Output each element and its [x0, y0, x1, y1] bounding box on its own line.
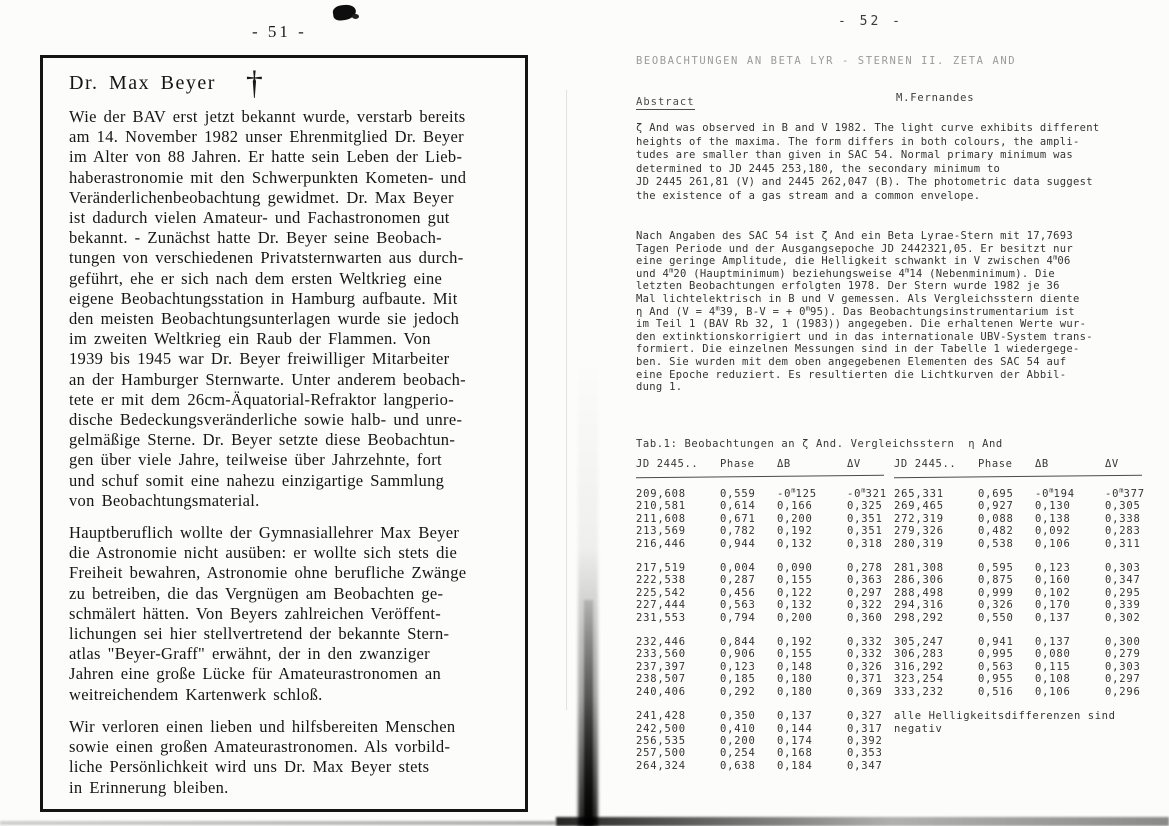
- text-line: zu betreiben, die das Vergnügen am Beobachten ge-: [69, 583, 444, 603]
- text-line: Wir verloren einen lieben und hilfsbereiten Menschen: [69, 716, 456, 736]
- table-cell: 0,392: [847, 734, 883, 747]
- table-block: [894, 562, 1145, 624]
- table-cell: 0,844: [720, 636, 756, 649]
- table-block: [636, 710, 887, 772]
- table-row: [636, 513, 887, 525]
- text-line: atlas "Beyer-Graff" erwähnt, der in den zwanziger: [69, 644, 430, 664]
- obituary-paragraph-3: [69, 717, 501, 798]
- text-line: im Teil 1 (BAV Rb 32, 1 (1983)) angegeben. Die erhaltenen Werte wur-: [636, 318, 1087, 331]
- table-cell: 0,363: [847, 574, 883, 587]
- table-cell: 0,108: [1035, 673, 1071, 686]
- text-line: tudes are smaller than given in SAC 54. Normal primary minimum was: [636, 149, 1074, 162]
- table-cell: -0$^m$321: [847, 486, 887, 500]
- table-cell: 0,287: [720, 574, 756, 587]
- text-line: formiert. Die einzelnen Messungen sind in der Tabelle 1 wiedergege-: [636, 343, 1080, 356]
- table-cell: 0,004: [720, 562, 756, 575]
- magnitude-superscript: m: [905, 266, 910, 275]
- table-cell: 0,875: [978, 574, 1014, 587]
- text-line: η And ($V = 4^m39$, B-V = + $0^m95$). Das Beobachtungsinstrumentarium ist: [636, 304, 1075, 318]
- table-cell: 0,297: [1105, 673, 1141, 686]
- text-line: determined to JD 2445 253,180, the secondary minimum to: [636, 162, 1001, 175]
- table-cell: 0,347: [1105, 574, 1141, 587]
- col-header-db: ΔB: [777, 458, 791, 470]
- abstract-text: [636, 122, 1100, 204]
- table-cell: 0,200: [777, 611, 813, 624]
- obituary-box: [40, 55, 528, 812]
- text-line: eine Epoche reduziert. Es resultierten die Lichtkurven der Abbil-: [636, 368, 1067, 381]
- table-cell: 0,303: [1105, 660, 1141, 673]
- table-row: [636, 488, 887, 500]
- table-cell: 225,542: [636, 586, 686, 599]
- table-row: [894, 636, 1145, 648]
- table-cell: 0,148: [777, 660, 813, 673]
- text-line: 1939 bis 1945 war Dr. Beyer freiwilliger Mitarbeiter: [69, 349, 450, 369]
- table-cell: 0,137: [1035, 636, 1071, 649]
- text-line: und schuf somit eine nahezu einzigartige Sammlung: [69, 470, 445, 490]
- table-cell: 264,324: [636, 759, 686, 772]
- text-line: Freiheit bewahren, Astronomie ohne berufliche Zwänge: [69, 563, 467, 583]
- table-header-right: [894, 458, 1119, 470]
- magnitude-superscript: m: [715, 304, 720, 313]
- text-line: und 4$^m$20 (Hauptminimum) beziehungsweise 4$^m$14 (Nebenminimum). Die: [636, 266, 1055, 280]
- table-row: [636, 636, 887, 648]
- col-header-dv: ΔV: [847, 458, 861, 470]
- table-block: [636, 488, 887, 550]
- text-line: tungen von verschiedenen Privatsternwarten aus durch-: [69, 248, 464, 268]
- table-cell: 0,410: [720, 722, 756, 735]
- table-cell: 0,296: [1105, 685, 1141, 698]
- table-cell: 0,170: [1035, 599, 1071, 612]
- table-row: [894, 661, 1145, 673]
- text-line: dische Bedeckungsveränderliche sowie halb- und unre-: [69, 410, 463, 430]
- table-cell: 281,308: [894, 562, 944, 575]
- table-cell: 0,138: [1035, 512, 1071, 525]
- page-number-51: - 51 -: [252, 22, 307, 41]
- table-cell: 0,092: [1035, 525, 1071, 538]
- table-row: [636, 612, 887, 624]
- table-row: [894, 599, 1145, 611]
- page-edge-line: [566, 90, 567, 710]
- page-number-52: - 52 -: [838, 14, 903, 29]
- table-right-group: [894, 488, 1145, 710]
- table-cell: 0,102: [1035, 586, 1071, 599]
- text-line: liche Persönlichkeit wird uns Dr. Max Beyer stets: [69, 757, 430, 777]
- table-row: [894, 513, 1145, 525]
- magnitude-superscript: m: [1049, 486, 1054, 495]
- table-cell: 0,305: [1105, 500, 1141, 513]
- col-header-db: ΔB: [1035, 458, 1049, 470]
- table-cell: 0,132: [777, 599, 813, 612]
- table-cell: 0,168: [777, 747, 813, 760]
- table-cell: 0,326: [978, 599, 1014, 612]
- magnitude-superscript: m: [805, 304, 810, 313]
- memorial-cross-icon: †: [245, 65, 263, 102]
- table-cell: 210,581: [636, 500, 686, 513]
- table-cell: 0,563: [720, 599, 756, 612]
- col-header-dv: ΔV: [1105, 458, 1119, 470]
- table-block: [636, 562, 887, 624]
- obituary-paragraph-1: [69, 107, 501, 511]
- table-cell: 0,332: [847, 648, 883, 661]
- table-cell: 0,283: [1105, 525, 1141, 538]
- table-cell: 231,553: [636, 611, 686, 624]
- table-cell: 0,132: [777, 537, 813, 550]
- table-cell: 0,326: [847, 660, 883, 673]
- table-cell: 0,347: [847, 759, 883, 772]
- table-cell: 323,254: [894, 673, 944, 686]
- text-line: Nach Angaben des SAC 54 ist ζ And ein Beta Lyrae-Stern mit 17,7693: [636, 230, 1074, 242]
- table-block: [636, 636, 887, 698]
- table-cell: 0,106: [1035, 537, 1071, 550]
- table-cell: 0,482: [978, 525, 1014, 538]
- table-cell: 0,906: [720, 648, 756, 661]
- article-title: BEOBACHTUNGEN AN BETA LYR - STERNEN II. ZETA AND: [636, 55, 1017, 67]
- table-cell: 0,941: [978, 636, 1014, 649]
- table-row: [894, 574, 1145, 586]
- table-cell: 0,311: [1105, 537, 1141, 550]
- table-cell: 0,595: [978, 562, 1014, 575]
- col-header-jd: JD 2445..: [636, 458, 699, 470]
- table-cell: 0,614: [720, 500, 756, 513]
- col-header-jd: JD 2445..: [894, 458, 957, 470]
- text-line: an der Hamburger Sternwarte. Unter anderem beobach-: [69, 369, 466, 389]
- text-line: gelmäßige Sterne. Dr. Beyer setzte diese Beobachtun-: [69, 430, 456, 450]
- table-row: [894, 686, 1145, 698]
- table-cell: 0,317: [847, 722, 883, 735]
- table-cell: 272,319: [894, 512, 944, 525]
- table-cell: 233,560: [636, 648, 686, 661]
- table-cell: 0,995: [978, 648, 1014, 661]
- table-cell: 0,155: [777, 648, 813, 661]
- table-cell: 0,166: [777, 500, 813, 513]
- table-row: [636, 747, 887, 759]
- table-cell: 0,322: [847, 599, 883, 612]
- table-row: [894, 538, 1145, 550]
- col-header-phase: Phase: [978, 458, 1013, 470]
- table-cell: 0,300: [1105, 636, 1141, 649]
- table-cell: 0,130: [1035, 500, 1071, 513]
- text-line: geführt, ehe er sich nach dem ersten Weltkrieg eine: [69, 268, 443, 288]
- table-cell: 0,516: [978, 685, 1014, 698]
- text-line: tete er mit dem 26cm-Äquatorial-Refraktor langperio-: [69, 389, 455, 409]
- table-cell: 280,319: [894, 537, 944, 550]
- table-row: [636, 735, 887, 747]
- table-cell: 232,446: [636, 636, 686, 649]
- table-cell: 0,297: [847, 586, 883, 599]
- table-cell: 305,247: [894, 636, 944, 649]
- header-rule-right: [894, 475, 1142, 479]
- table-cell: 256,535: [636, 734, 686, 747]
- table-cell: 0,137: [1035, 611, 1071, 624]
- table-row: [636, 574, 887, 586]
- text-line: ben. Sie wurden mit dem oben angegebenen Elementen des SAC 54 auf: [636, 355, 1067, 368]
- table-cell: 0,295: [1105, 586, 1141, 599]
- table-cell: 242,500: [636, 722, 686, 735]
- table-cell: 0,999: [978, 586, 1014, 599]
- table-cell: 0,144: [777, 722, 813, 735]
- table-row: [636, 760, 887, 772]
- table-row: [894, 500, 1145, 512]
- table-row: [636, 661, 887, 673]
- table-cell: 238,507: [636, 673, 686, 686]
- text-line: ζ And was observed in B and V 1982. The light curve exhibits different: [636, 122, 1100, 134]
- table-cell: 209,608: [636, 488, 686, 500]
- text-line: dung 1.: [636, 381, 683, 394]
- scan-ink-speck: [352, 14, 359, 19]
- table-cell: 0,192: [777, 525, 813, 538]
- bottom-scan-shadow-left: [0, 821, 556, 825]
- table-cell: 306,283: [894, 648, 944, 661]
- table-row: [636, 562, 887, 574]
- table-cell: 0,782: [720, 525, 756, 538]
- text-line: in Erinnerung bleiben.: [69, 777, 229, 797]
- table-cell: -0$^m$125: [777, 486, 817, 500]
- table-cell: 0,638: [720, 759, 756, 772]
- table-cell: 0,351: [847, 525, 883, 538]
- table-cell: 0,338: [1105, 512, 1141, 525]
- table-cell: 0,339: [1105, 599, 1141, 612]
- table-cell: 0,350: [720, 710, 756, 723]
- table-cell: 0,180: [777, 673, 813, 686]
- table-cell: 237,397: [636, 660, 686, 673]
- table-cell: -0$^m$377: [1105, 486, 1145, 500]
- text-line: den meisten Beobachtungsunterlagen wurde sie jedoch: [69, 309, 460, 329]
- table-row: [636, 710, 887, 722]
- table-cell: 0,325: [847, 500, 883, 513]
- text-line: den extinktionskorrigiert und in das internationale UBV-System trans-: [636, 330, 1093, 343]
- table-row: [636, 500, 887, 512]
- table-row: [636, 525, 887, 537]
- text-line: am 14. November 1982 unser Ehrenmitglied Dr. Beyer: [69, 127, 464, 147]
- text-line: von Beobachtungsmaterial.: [69, 490, 260, 510]
- obituary-paragraph-2: [69, 523, 501, 705]
- text-line: eigene Beobachtungsstation in Hamburg aufbaute. Mit: [69, 288, 458, 308]
- gutter-shadow-core: [584, 600, 593, 826]
- text-line: heights of the maxima. The form differs in both colours, the ampli-: [636, 135, 1080, 148]
- table-cell: 0,279: [1105, 648, 1141, 661]
- table-cell: 0,184: [777, 759, 813, 772]
- table-cell: 0,123: [720, 660, 756, 673]
- text-line: eine geringe Amplitude, die Helligkeit schwankt in V zwischen 4$^m$06: [636, 253, 1071, 268]
- text-line: Tagen Periode und der Ausgangsepoche JD 2442321,05. Er besitzt nur: [636, 242, 1074, 255]
- table-cell: 0,563: [978, 660, 1014, 673]
- table-cell: 0,200: [777, 512, 813, 525]
- table-cell: 0,303: [1105, 562, 1141, 575]
- table-cell: 279,326: [894, 525, 944, 538]
- table-cell: 0,160: [1035, 574, 1071, 587]
- bottom-scan-shadow: [556, 817, 1169, 826]
- table-cell: 0,559: [720, 488, 756, 500]
- author-name: M.Fernandes: [896, 92, 975, 104]
- table-cell: 0,927: [978, 500, 1014, 513]
- magnitude-superscript: m: [669, 266, 674, 275]
- table-block: [894, 488, 1145, 550]
- magnitude-superscript: m: [1053, 253, 1058, 262]
- text-line: sowie einen großen Amateurastronomen. Als vorbild-: [69, 737, 451, 757]
- table-cell: 0,292: [720, 685, 756, 698]
- table-row: [636, 538, 887, 550]
- table-row: [636, 723, 887, 735]
- table-row: [894, 673, 1145, 685]
- table-cell: 240,406: [636, 685, 686, 698]
- table-row: [894, 525, 1145, 537]
- table-row: [636, 673, 887, 685]
- text-line: Veränderlichenbeobachtung gewidmet. Dr. Max Beyer: [69, 187, 454, 207]
- table-cell: 265,331: [894, 488, 944, 500]
- table-cell: 0,369: [847, 685, 883, 698]
- table-cell: 0,550: [978, 611, 1014, 624]
- table-row: [894, 587, 1145, 599]
- table-cell: 241,428: [636, 710, 686, 723]
- table-row: [894, 648, 1145, 660]
- table-left-group: [636, 488, 887, 784]
- table-row: [894, 612, 1145, 624]
- text-line: gen über viele Jahre, teilweise über Jahrzehnte, fort: [69, 450, 442, 470]
- table-block: [894, 636, 1145, 698]
- table-cell: 0,106: [1035, 685, 1071, 698]
- text-line: im Alter von 88 Jahren. Er hatte sein Leben der Lieb-: [69, 147, 463, 167]
- table-cell: 217,519: [636, 562, 686, 575]
- abstract-label: Abstract: [636, 96, 695, 108]
- text-line: schmälert hätten. Von Beyers zahlreichen Veröffent-: [69, 603, 442, 623]
- table-cell: 0,538: [978, 537, 1014, 550]
- table-cell: 227,444: [636, 599, 686, 612]
- table-caption: Tab.1: Beobachtungen an ζ And. Vergleichsstern η And: [636, 438, 1003, 450]
- text-line: Jahren eine große Lücke für Amateurastronomen an: [69, 664, 442, 684]
- table-row: [894, 488, 1145, 500]
- table-cell: 0,318: [847, 537, 883, 550]
- table-row: [894, 562, 1145, 574]
- table-cell: 0,180: [777, 685, 813, 698]
- table-cell: 0,200: [720, 734, 756, 747]
- table-cell: 0,671: [720, 512, 756, 525]
- magnitude-superscript: m: [1119, 486, 1124, 495]
- text-line: the existence of a gas stream and a common envelope.: [636, 189, 981, 202]
- table-cell: 0,327: [847, 710, 883, 723]
- table-cell: 0,080: [1035, 648, 1071, 661]
- table-cell: 216,446: [636, 537, 686, 550]
- table-cell: 0,137: [777, 710, 813, 723]
- article-body: [636, 230, 1093, 394]
- table-cell: 257,500: [636, 747, 686, 760]
- table-cell: 333,232: [894, 685, 944, 698]
- text-line: JD 2445 261,81 (V) and 2445 262,047 (B). The photometric data suggest: [636, 176, 1093, 189]
- magnitude-superscript: m: [791, 486, 796, 495]
- table-cell: 0,302: [1105, 611, 1141, 624]
- table-cell: 0,174: [777, 734, 813, 747]
- table-cell: 0,332: [847, 636, 883, 649]
- table-cell: 0,278: [847, 562, 883, 575]
- text-line: im zweiten Weltkrieg ein Raub der Flammen. Von: [69, 329, 431, 349]
- table-cell: 0,353: [847, 747, 883, 760]
- text-line: negativ: [894, 723, 943, 735]
- table-cell: 0,115: [1035, 660, 1071, 673]
- text-line: lichungen sei hier stellvertretend der bekannte Stern-: [69, 624, 450, 644]
- table-cell: 0,254: [720, 747, 756, 760]
- table-cell: 213,569: [636, 525, 686, 538]
- table-cell: 0,351: [847, 512, 883, 525]
- table-cell: 0,360: [847, 611, 883, 624]
- obituary-title-row: [69, 65, 501, 102]
- table-row: [636, 587, 887, 599]
- text-line: haberastronomie mit den Schwerpunkten Kometen- und: [69, 167, 467, 187]
- table-cell: 0,088: [978, 512, 1014, 525]
- table-cell: 294,316: [894, 599, 944, 612]
- table-cell: 269,465: [894, 500, 944, 513]
- table-row: [636, 686, 887, 698]
- table-note: [894, 710, 1116, 736]
- text-line: Wie der BAV erst jetzt bekannt wurde, verstarb bereits: [69, 107, 466, 126]
- table-cell: 0,090: [777, 562, 813, 575]
- header-rule-left: [636, 475, 884, 479]
- text-line: bekannt. - Zunächst hatte Dr. Beyer seine Beobach-: [69, 228, 442, 248]
- table-header-left: [636, 458, 861, 470]
- text-line: Hauptberuflich wollte der Gymnasiallehrer Max Beyer: [69, 523, 460, 543]
- table-cell: 286,306: [894, 574, 944, 587]
- table-cell: 0,695: [978, 488, 1014, 500]
- table-cell: 298,292: [894, 611, 944, 624]
- text-line: letzten Beobachtungen erfolgten 1978. Der Stern wurde 1982 je 36: [636, 280, 1060, 293]
- table-row: [636, 599, 887, 611]
- text-line: die Astronomie nicht ausüben: er wollte sich stets die: [69, 543, 458, 563]
- table-cell: 0,123: [1035, 562, 1071, 575]
- text-line: weitreichendem Kartenwerk schloß.: [69, 684, 323, 704]
- table-row: [636, 648, 887, 660]
- table-cell: 0,456: [720, 586, 756, 599]
- text-line: ist dadurch vielen Amateur- und Fachastronomen gut: [69, 208, 450, 228]
- table-cell: 0,794: [720, 611, 756, 624]
- table-cell: 0,185: [720, 673, 756, 686]
- table-cell: 222,538: [636, 574, 686, 587]
- obituary-title: Dr. Max Beyer: [69, 72, 216, 94]
- table-cell: 0,155: [777, 574, 813, 587]
- table-cell: 316,292: [894, 660, 944, 673]
- table-cell: 0,944: [720, 537, 756, 550]
- table-cell: 0,955: [978, 673, 1014, 686]
- text-line: alle Helligkeitsdifferenzen sind: [894, 710, 1116, 722]
- table-cell: -0$^m$194: [1035, 486, 1075, 500]
- magnitude-superscript: m: [861, 486, 866, 495]
- text-line: Mal lichtelektrisch in B und V gemessen. Als Vergleichsstern diente: [636, 292, 1080, 305]
- table-cell: 0,122: [777, 586, 813, 599]
- col-header-phase: Phase: [720, 458, 755, 470]
- table-cell: 0,192: [777, 636, 813, 649]
- table-cell: 0,371: [847, 673, 883, 686]
- table-cell: 211,608: [636, 512, 686, 525]
- table-cell: 288,498: [894, 586, 944, 599]
